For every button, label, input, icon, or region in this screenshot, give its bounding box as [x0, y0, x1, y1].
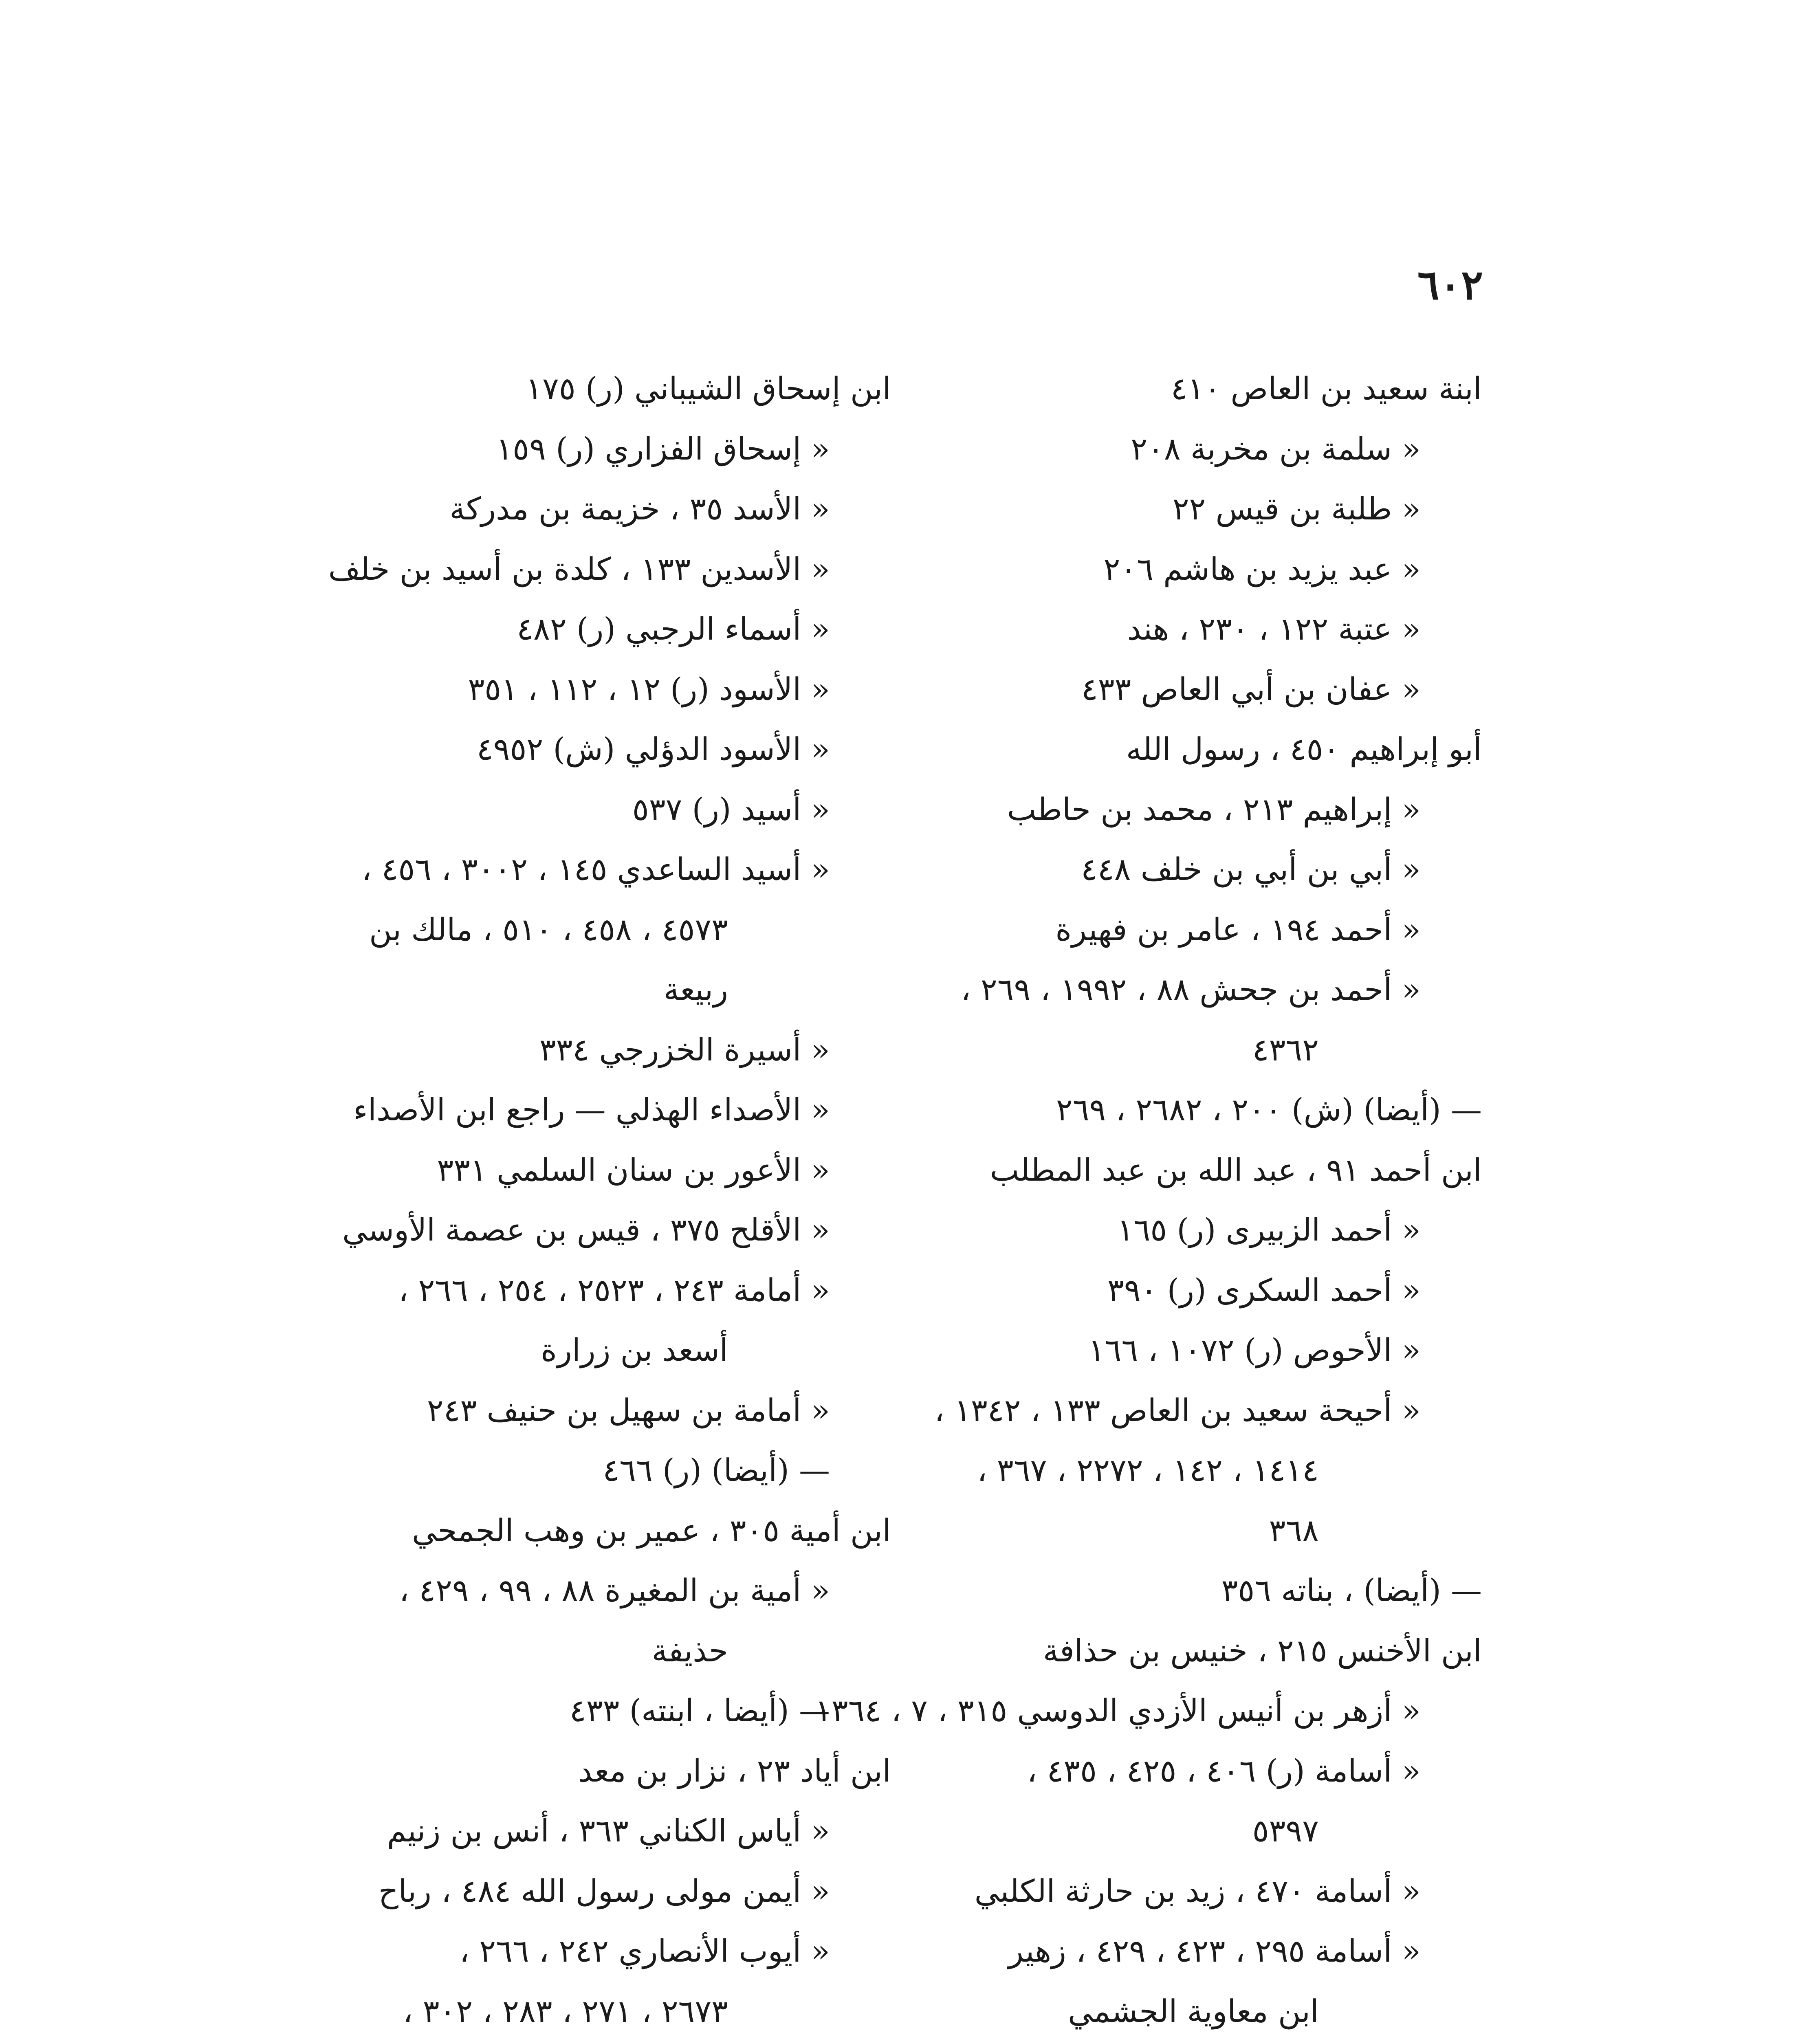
index-entry-line: « أحمد بن جحش ٨٨ ، ١٩٩٢ ، ٢٦٩ ، [961, 971, 1421, 1008]
index-entry-line: « أسامة ٢٩٥ ، ٤٢٣ ، ٤٢٩ ، زهير [1008, 1933, 1421, 1969]
index-entry-line: « إبراهيم ٢١٣ ، محمد بن حاطب [1007, 791, 1421, 827]
index-entry-line: أبو إبراهيم ٤٥٠ ، رسول الله [1126, 731, 1482, 767]
index-entry-line: ٥٣٩٧ [1252, 1813, 1319, 1849]
index-entry-line: « أياس الكناني ٣٦٣ ، أنس بن زنيم [387, 1813, 830, 1849]
index-entry-line: ابن أياد ٢٣ ، نزار بن معد [578, 1752, 891, 1789]
index-entry-line: — (أيضا) (ر) ٤٦٦ [603, 1452, 830, 1488]
index-column-right [814, 359, 1482, 2037]
index-entry-line: « الأحوص (ر) ١٠٧٢ ، ١٦٦ [1088, 1332, 1421, 1368]
index-entry-line: — (أيضا) ، بناته ٣٥٦ [1221, 1572, 1482, 1608]
index-entry-line: « أمامة بن سهيل بن حنيف ٢٤٣ [427, 1392, 830, 1428]
index-entry-line: — (أيضا) (ش) ٢٠٠ ، ٢٦٨٢ ، ٢٦٩ [1056, 1091, 1482, 1128]
index-entry-line: « أمامة ٢٤٣ ، ٢٥٢٣ ، ٢٥٤ ، ٢٦٦ ، [398, 1271, 830, 1308]
index-entry-line: ابنة سعيد بن العاص ٤١٠ [1171, 370, 1482, 407]
index-entry-line: « إسحاق الفزاري (ر) ١٥٩ [496, 430, 830, 467]
index-entry-line: « أزهر بن أنيس الأزدي الدوسي ٣١٥ ، ٧ ، ١٣٦٤ [814, 1692, 1421, 1729]
index-entry-line: « طلبة بن قيس ٢٢ [1172, 491, 1421, 527]
index-entry-line: ابن معاوية الجشمي [1068, 1993, 1319, 2029]
index-entry-line: ٣٦٨ [1269, 1512, 1319, 1549]
index-entry-line: « أبي بن أبي بن خلف ٤٤٨ [1081, 851, 1421, 887]
index-entry-line: ابن أحمد ٩١ ، عبد الله بن عبد المطلب [990, 1151, 1482, 1188]
index-entry-line: « أحيحة سعيد بن العاص ١٣٣ ، ١٣٤٢ ، [934, 1392, 1421, 1428]
index-entry-line: « الأقلح ٣٧٥ ، قيس بن عصمة الأوسي [342, 1212, 830, 1248]
index-entry-line: « أيمن مولى رسول الله ٤٨٤ ، رباح [378, 1872, 830, 1909]
index-entry-line: ١٤١٤ ، ١٤٢ ، ٢٢٧٢ ، ٣٦٧ ، [977, 1452, 1319, 1488]
index-entry-line: حذيفة [651, 1632, 728, 1669]
index-entry-line: « أيوب الأنصاري ٢٤٢ ، ٢٦٦ ، [459, 1933, 830, 1969]
index-entry-line: « الأسود (ر) ١٢ ، ١١٢ ، ٣٥١ [468, 671, 830, 707]
index-entry-line: « الأسود الدؤلي (ش) ٤٩٥٢ [476, 731, 830, 767]
page-number: ٦٠٢ [1417, 261, 1483, 309]
index-entry-line: أسعد بن زرارة [541, 1332, 728, 1368]
index-entry-line: « أسامة ٤٧٠ ، زيد بن حارثة الكلبي [974, 1872, 1421, 1909]
index-entry-line: « أسيرة الخزرجي ٣٣٤ [539, 1031, 830, 1068]
index-entry-line: « أمية بن المغيرة ٨٨ ، ٩٩ ، ٤٢٩ ، [399, 1572, 830, 1608]
index-entry-line: « عفان بن أبي العاص ٤٣٣ [1081, 671, 1421, 707]
index-entry-line: « سلمة بن مخربة ٢٠٨ [1131, 430, 1421, 467]
index-entry-line: « عتبة ١٢٢ ، ٢٣٠ ، هند [1127, 611, 1421, 647]
index-entry-line: ابن إسحاق الشيباني (ر) ١٧٥ [526, 370, 891, 407]
index-entry-line: ربيعة [663, 971, 728, 1008]
index-entry-line: « الأعور بن سنان السلمي ٣٣١ [437, 1151, 830, 1188]
index-column-left [264, 359, 891, 2037]
index-entry-line: « أسامة (ر) ٤٠٦ ، ٤٢٥ ، ٤٣٥ ، [1027, 1752, 1421, 1789]
index-entry-line: ابن أمية ٣٠٥ ، عمير بن وهب الجمحي [412, 1512, 891, 1549]
index-entry-line: « أحمد السكرى (ر) ٣٩٠ [1107, 1271, 1421, 1308]
index-entry-line: ٤٥٧٣ ، ٤٥٨ ، ٥١٠ ، مالك بن [369, 911, 728, 948]
index-entry-line: « أسيد (ر) ٥٣٧ [632, 791, 830, 827]
index-entry-line: — (أيضا ، ابنته) ٤٣٣ [569, 1692, 830, 1729]
index-entry-line: ٢٦٧٣ ، ٢٧١ ، ٢٨٣ ، ٣٠٢ ، [403, 1993, 728, 2029]
index-entry-line: « أسيد الساعدي ١٤٥ ، ٣٠٠٢ ، ٤٥٦ ، [361, 851, 830, 887]
index-entry-line: ابن الأخنس ٢١٥ ، خنيس بن حذافة [1043, 1632, 1482, 1669]
index-entry-line: ٤٣٦٢ [1252, 1031, 1319, 1068]
index-entry-line: « أحمد الزبيرى (ر) ١٦٥ [1117, 1212, 1421, 1248]
index-entry-line: « عبد يزيد بن هاشم ٢٠٦ [1103, 550, 1421, 587]
index-entry-line: « الأصداء الهذلي — راجع ابن الأصداء [353, 1091, 830, 1128]
index-entry-line: « أسماء الرجبي (ر) ٤٨٢ [517, 611, 830, 647]
index-entry-line: « أحمد ١٩٤ ، عامر بن فهيرة [1055, 911, 1421, 948]
index-entry-line: « الأسدين ١٣٣ ، كلدة بن أسيد بن خلف [328, 550, 830, 587]
index-entry-line: « الأسد ٣٥ ، خزيمة بن مدركة [449, 491, 830, 527]
